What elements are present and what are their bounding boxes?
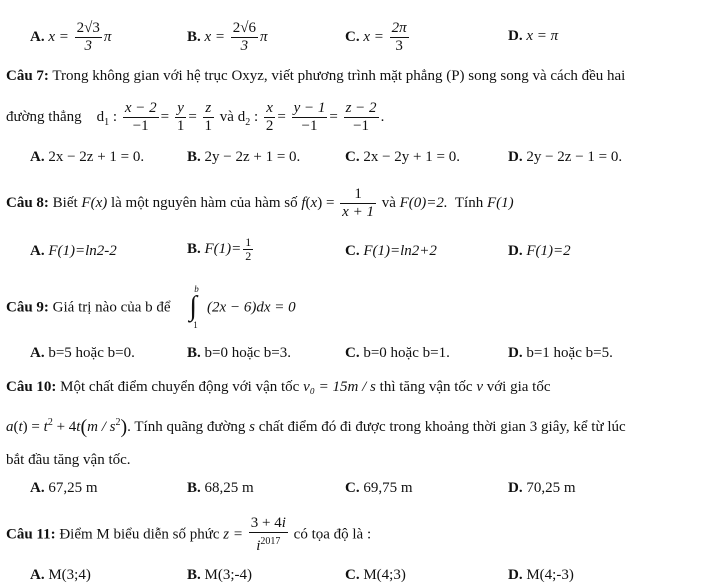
q9-option-c[interactable] xyxy=(345,345,450,362)
q11-option-b-label: B. xyxy=(187,567,201,583)
q8-function: f xyxy=(301,194,306,211)
q11-option-c-value: M(4;3) xyxy=(363,567,406,583)
q6-option-c-label: C. xyxy=(345,28,360,45)
q10-option-b[interactable] xyxy=(187,480,254,497)
q7-d2-equation: $d_2$ : $\frac{x}{2}$ = $\frac{y - 1}{-1}$ = $\frac{z - 2}{-1}$ . xyxy=(237,100,385,134)
q9-option-d-value: b=1 hoặc b=5. xyxy=(526,345,613,361)
q8-text2: là một nguyên hàm của hàm số xyxy=(110,194,298,211)
q11-option-a-label: A. xyxy=(30,567,45,583)
q11-option-a-value: M(3;4) xyxy=(48,567,91,583)
q10-option-d-value: 70,25 m xyxy=(526,480,576,496)
q10-line3: bắt đầu tăng vận tốc. xyxy=(6,452,131,468)
q10-option-a-label: A. xyxy=(30,480,45,496)
q10-line2: $a(t) = t^2 + 4t(m / s^2)$. Tính quãng đường s chất điểm đó đi được trong khoảng thời gian 3 giây, kể từ lúc xyxy=(6,416,626,438)
q8-option-a-label: A. xyxy=(30,243,45,259)
q10-label: Câu 10: xyxy=(6,379,57,395)
q9-option-c-label: C. xyxy=(345,345,360,361)
q8-option-c-label: C. xyxy=(345,243,360,259)
q7-d1-equation: $d_1$ : $\frac{x - 2}{-1}$ = $\frac{y}{1}$ = $\frac{z}{1}$ xyxy=(96,100,213,134)
q8-option-b[interactable] xyxy=(187,236,255,263)
q6-option-a[interactable] xyxy=(30,20,111,55)
q7-label: Câu 7: xyxy=(6,68,49,84)
q9-integrand: (2x − 6)dx = 0 xyxy=(207,299,296,316)
q10-acceleration: a xyxy=(6,419,14,435)
q11-label: Câu 11: xyxy=(6,526,56,543)
q6-option-d-label: D. xyxy=(508,28,523,44)
q6-option-d-formula: x = π xyxy=(526,28,559,44)
q7-option-c-label: C. xyxy=(345,149,360,165)
q11-option-b[interactable] xyxy=(187,567,252,584)
q8-option-a[interactable] xyxy=(30,243,117,260)
q6-option-a-label: A. xyxy=(30,28,45,45)
q10-option-b-value: 68,25 m xyxy=(204,480,254,496)
q10-v-symbol: v xyxy=(476,379,483,395)
q9-option-d[interactable] xyxy=(508,345,613,362)
q7-lines xyxy=(6,100,384,135)
q9-option-b[interactable] xyxy=(187,345,291,362)
q10-option-a[interactable] xyxy=(30,480,98,497)
q11-formula: z = xyxy=(223,526,244,543)
q8-cond: F(0)=2. xyxy=(399,194,448,211)
q7-option-a-label: A. xyxy=(30,149,45,165)
q7-option-a-value: 2x − 2z + 1 = 0. xyxy=(48,149,145,165)
q9-option-a[interactable] xyxy=(30,345,135,362)
q8-stem: Câu 8: Biết F(x) là một nguyên hàm của hàm số f(x) = $\frac{1}{x + 1}$ và F(0)=2. Tính F(1) xyxy=(6,186,514,220)
q9-label: Câu 9: xyxy=(6,299,49,316)
q8-option-d[interactable] xyxy=(508,243,571,260)
q7-stem xyxy=(6,68,625,85)
q8-option-b-label: B. xyxy=(187,240,201,257)
q9-option-b-value: b=0 hoặc b=3. xyxy=(204,345,291,361)
q9-stem xyxy=(6,286,296,330)
q11-option-c[interactable] xyxy=(345,567,406,584)
q11-fraction: $\frac{3 + 4i}{i^{2017}}$ xyxy=(250,515,286,554)
q11-stem xyxy=(6,515,371,555)
q9-integral-sign: b ∫ 1 xyxy=(189,284,199,330)
q7-option-d-label: D. xyxy=(508,149,523,165)
q10-s-symbol: s xyxy=(249,419,256,435)
q9-option-d-label: D. xyxy=(508,345,523,361)
q8-text3: và xyxy=(381,194,396,211)
q8-text1: Biết xyxy=(52,194,78,211)
q9-option-a-label: A. xyxy=(30,345,45,361)
q7-option-c[interactable] xyxy=(345,149,460,166)
q10-option-c-value: 69,75 m xyxy=(363,480,413,496)
q6-option-c[interactable] xyxy=(345,20,411,55)
q10-v0: v₀ = 15m / s xyxy=(303,379,376,395)
q11-option-c-label: C. xyxy=(345,567,360,583)
q8-label: Câu 8: xyxy=(6,194,49,211)
q10-text3: với gia tốc xyxy=(486,379,551,395)
q8-ask: F(1) xyxy=(486,194,514,211)
q8-option-d-value: F(1)=2 xyxy=(526,243,571,259)
q7-text: Trong không gian với hệ trục Oxyz, viết phương trình mặt phẳng (P) song song và cách đều hai xyxy=(52,68,626,84)
q10-option-b-label: B. xyxy=(187,480,201,496)
q8-option-a-value: F(1)=ln2-2 xyxy=(48,243,117,259)
q7-line2-prefix: đường thẳng xyxy=(6,108,82,125)
q9-option-b-label: B. xyxy=(187,345,201,361)
q10-option-d-label: D. xyxy=(508,480,523,496)
q10-text4: . Tính quãng đường xyxy=(127,419,246,435)
q10-option-c-label: C. xyxy=(345,480,360,496)
q10-text2: thì tăng vận tốc xyxy=(379,379,473,395)
q10-text5: chất điểm đó đi được trong khoảng thời gian 3 giây, kể từ lúc xyxy=(258,419,626,435)
q8-option-b-fraction: $\frac{1}{2}$ xyxy=(245,235,252,263)
q8-option-d-label: D. xyxy=(508,243,523,259)
q6-option-b[interactable] xyxy=(187,20,268,55)
q7-option-d-value: 2y − 2z − 1 = 0. xyxy=(526,149,623,165)
q10-option-c[interactable] xyxy=(345,480,413,497)
q9-option-a-value: b=5 hoặc b=0. xyxy=(48,345,135,361)
q10-stem xyxy=(6,379,550,396)
q8-option-b-value: F(1)= xyxy=(204,240,242,257)
q11-option-b-value: M(3;-4) xyxy=(204,567,253,583)
q11-text2: có tọa độ là : xyxy=(293,526,372,543)
q8-text4: Tính xyxy=(454,194,484,211)
q11-option-d-label: D. xyxy=(508,567,523,583)
q8-option-c[interactable] xyxy=(345,243,437,260)
q11-option-a[interactable] xyxy=(30,567,91,584)
q7-option-a[interactable] xyxy=(30,149,144,166)
q7-connector: và xyxy=(219,108,234,125)
q7-option-b[interactable] xyxy=(187,149,300,166)
q9-option-c-value: b=0 hoặc b=1. xyxy=(363,345,450,361)
q7-option-c-value: 2x − 2y + 1 = 0. xyxy=(363,149,460,165)
q11-text1: Điểm M biểu diễn số phức xyxy=(59,526,220,543)
q8-F: F(x) xyxy=(81,194,108,211)
q7-option-b-label: B. xyxy=(187,149,201,165)
q6-option-b-label: B. xyxy=(187,28,201,45)
q9-text: Giá trị nào của b để xyxy=(52,299,171,316)
q6-option-a-formula: x = $\frac{2√3}{3}$ π xyxy=(48,20,112,54)
q11-option-d[interactable] xyxy=(508,567,574,584)
q7-option-b-value: 2y − 2z + 1 = 0. xyxy=(204,149,301,165)
q10-text1: Một chất điểm chuyển động với vận tốc xyxy=(60,379,300,395)
q10-option-d[interactable] xyxy=(508,480,576,497)
q6-option-b-formula: x = $\frac{2√6}{3}$ π xyxy=(204,20,268,54)
q11-option-d-value: M(4;-3) xyxy=(526,567,574,583)
q7-option-d[interactable] xyxy=(508,149,622,166)
q6-option-d[interactable] xyxy=(508,28,558,45)
q10-option-a-value: 67,25 m xyxy=(48,480,98,496)
q8-option-c-value: F(1)=ln2+2 xyxy=(363,243,437,259)
q6-option-c-formula: x = $\frac{2\pi}{3}$ xyxy=(363,20,407,54)
